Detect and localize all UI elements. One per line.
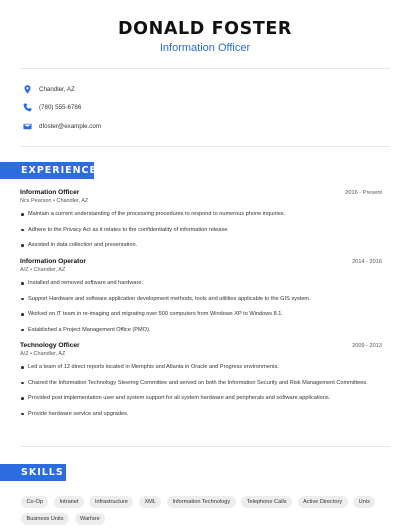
job-bullet: Chaired the Information Technology Steering Committee and served on both the Information Security and Risk Management Committees. bbox=[20, 379, 382, 387]
job-bullet: Assisted in data collection and presentation. bbox=[20, 241, 382, 249]
job-company: Ncs Pearson • Chandler, AZ bbox=[20, 198, 89, 204]
envelope-icon bbox=[20, 119, 34, 133]
skill-chip: Information Technology bbox=[167, 496, 236, 508]
experience-item bbox=[20, 189, 382, 249]
skill-chip: XML bbox=[139, 496, 162, 508]
contact-phone-text: (780) 555-6786 bbox=[39, 104, 82, 112]
job-bullet: Support Hardware and software application development methods, tools and utilities applicable to the GIS system. bbox=[20, 295, 382, 303]
skill-chip: Co-Op bbox=[21, 496, 48, 508]
job-bullet: Led a team of 12 direct reports located in Memphis and Atlanta in Oracle and Progress environments. bbox=[20, 363, 382, 371]
contact-phone bbox=[20, 99, 101, 118]
job-bullet: Provided post implementation user and system support for all system hardware and peripherals and software applications. bbox=[20, 394, 382, 402]
job-dates: 2009 - 2013 bbox=[352, 343, 382, 349]
skill-chip: Telephone Calls bbox=[241, 496, 292, 508]
experience-item bbox=[20, 342, 382, 418]
phone-icon bbox=[20, 101, 34, 115]
contact-location bbox=[20, 80, 101, 99]
job-company: A/Z • Chandler, AZ bbox=[20, 267, 66, 273]
job-bullet: Worked on IT team in re-imaging and migrating over 500 computers from Windows XP to Windows 8.1. bbox=[20, 310, 382, 318]
section-experience-heading: EXPERIENCE bbox=[0, 162, 94, 179]
header-divider bbox=[20, 68, 390, 69]
skill-chip: Intranet bbox=[54, 496, 84, 508]
experience-item bbox=[20, 258, 382, 334]
contact-email bbox=[20, 117, 101, 136]
job-bullet: Established a Project Management Office (PMO). bbox=[20, 326, 382, 334]
job-role: Technology Officer bbox=[20, 342, 80, 349]
job-bullet: Maintain a current understanding of the processing procedures to respond to numerous phone inquiries. bbox=[20, 210, 382, 218]
job-role: Information Officer bbox=[20, 189, 80, 196]
candidate-title: Information Officer bbox=[159, 42, 251, 54]
contact-list bbox=[20, 80, 101, 136]
job-role: Information Operator bbox=[20, 258, 86, 265]
contact-divider bbox=[20, 146, 390, 147]
contact-location-text: Chandler, AZ bbox=[39, 85, 75, 93]
experience-divider bbox=[20, 446, 390, 447]
job-company: A/Z • Chandler, AZ bbox=[20, 351, 66, 357]
resume-header bbox=[0, 0, 410, 55]
job-dates: 2016 - Present bbox=[345, 190, 382, 196]
section-skills-heading: SKILLS bbox=[0, 464, 66, 481]
job-bullet: Adhere to the Privacy Act as it relates to the confidentiality of information release. bbox=[20, 226, 382, 234]
skill-chip: Unix bbox=[353, 496, 375, 508]
skill-chip: Business Units bbox=[21, 513, 69, 525]
skills-list bbox=[21, 496, 390, 529]
job-bullet: Installed and removed software and hardware. bbox=[20, 279, 382, 287]
job-bullet: Provide hardware service and upgrades. bbox=[20, 410, 382, 418]
candidate-name: DONALD FOSTER bbox=[118, 19, 292, 39]
job-dates: 2014 - 2016 bbox=[352, 259, 382, 265]
skill-chip: Warfare bbox=[75, 513, 106, 525]
skill-chip: Infrastructure bbox=[89, 496, 133, 508]
contact-email-text: dfoster@example.com bbox=[39, 122, 101, 130]
skill-chip: Active Directory bbox=[298, 496, 348, 508]
map-pin-icon bbox=[20, 82, 34, 96]
